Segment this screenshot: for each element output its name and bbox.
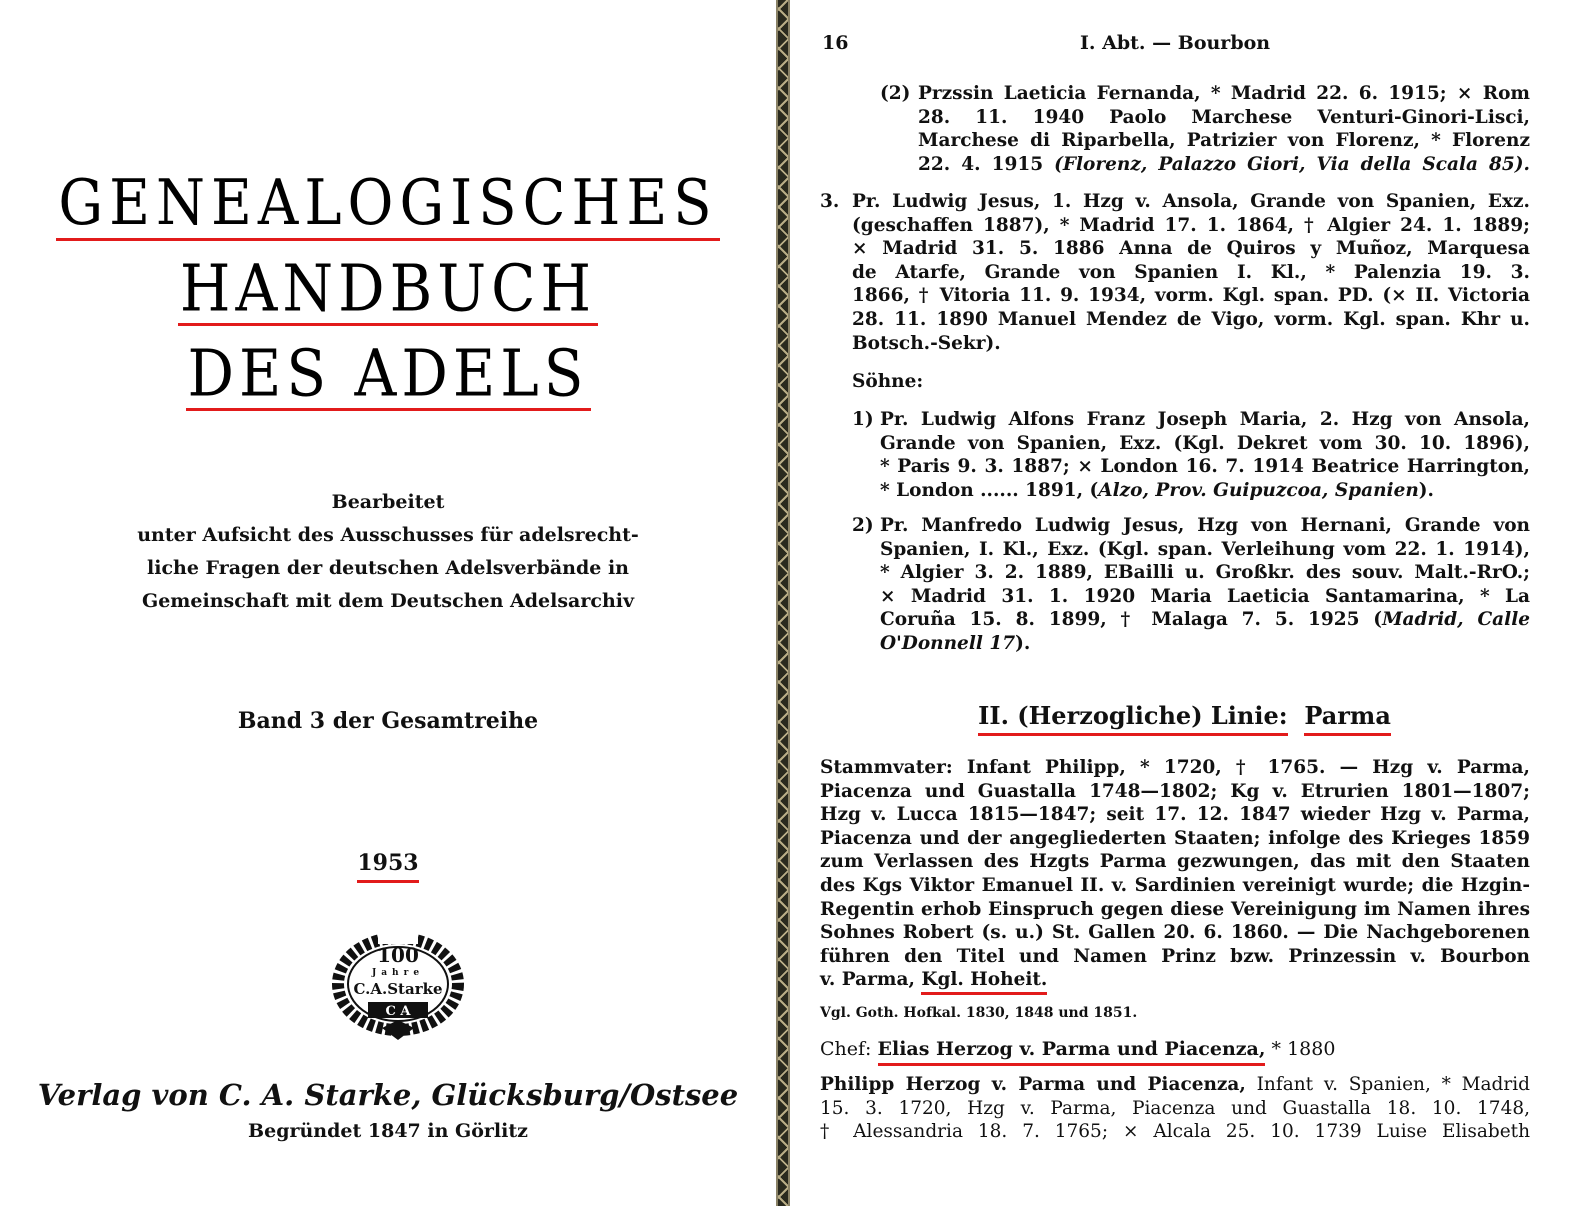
sons-heading: Söhne: xyxy=(852,371,924,392)
editorial-line: Bearbeitet xyxy=(331,491,445,513)
title-line-3: DES ADELS xyxy=(187,334,589,412)
entry-line: * Paris 9. 3. 1887; ⨯ London 16. 7. 1914 Beatrice Harrington, xyxy=(880,456,1530,478)
paragraph-line: v. Parma, xyxy=(820,969,922,991)
editorial-note xyxy=(0,486,776,618)
entry-line: † Alessandria 18. 7. 1765; ⨯ Alcala 25. 10. 1739 Luise Elisabeth xyxy=(820,1121,1530,1143)
volume-label: Band 3 der Gesamtreihe xyxy=(237,708,539,734)
entry-line: ⨯ Madrid 31. 5. 1886 Anna de Quiros y Muñoz, Marquesa xyxy=(852,238,1530,260)
entry-line: Pr. Ludwig Jesus, 1. Hzg v. Ansola, Grande von Spanien, Exz. xyxy=(852,191,1530,212)
paragraph-line: Piacenza und der angegliederten Staaten; infolge des Krieges 1859 xyxy=(820,827,1530,849)
emblem-name: C.A.Starke xyxy=(353,980,443,998)
founded-line: Begründet 1847 in Görlitz xyxy=(248,1120,528,1142)
emblem-number: 100 xyxy=(377,943,419,967)
chef-name: Elias Herzog v. Parma und Piacenza, xyxy=(878,1038,1266,1066)
entry-line: 28. 11. 1940 Paolo Marchese Venturi-Ginori-Lisci, xyxy=(918,106,1530,128)
entry-line: Coruña 15. 8. 1899, † Malaga 7. 5. 1925 ( xyxy=(880,609,1383,631)
entry-line: * Algier 3. 2. 1889, EBailli u. Großkr. des souv. Malt.-RrO.; xyxy=(880,562,1530,584)
book-title xyxy=(0,167,776,429)
entry-label: 1) xyxy=(852,409,874,430)
page-number: 16 xyxy=(822,32,849,54)
running-head: I. Abt. — Bourbon xyxy=(1080,32,1271,54)
title-line-2: HANDBUCH xyxy=(179,249,597,327)
paragraph-line: zum Verlassen des Hzgts Parma gezwungen, das mit den Staaten xyxy=(820,851,1530,873)
paragraph-line: Sohnes Robert (s. u.) St. Gallen 20. 6. 1860. — Die Nachgeborenen xyxy=(820,922,1530,944)
title-highlight: Kgl. Hoheit. xyxy=(921,969,1047,995)
chef-label: Chef: xyxy=(820,1038,878,1060)
entry-line: Spanien, I. Kl., Exz. (Kgl. span. Verleihung vom 22. 1. 1914), xyxy=(880,538,1530,560)
entry-ludwig-jesus xyxy=(820,190,1530,355)
entry-line: Marchese di Riparbella, Patrizier von Florenz, * Florenz xyxy=(918,130,1530,152)
paragraph-line: Stammvater: Infant Philipp, * 1720, † 1765. — Hzg v. Parma, xyxy=(820,757,1530,778)
reference-note: Vgl. Goth. Hofkal. 1830, 1848 und 1851. xyxy=(820,1005,1138,1021)
entry-line: 1866, † Vitoria 11. 9. 1934, vorm. Kgl. span. PD. (⨯ II. Victoria xyxy=(852,285,1530,307)
chef-birth: * 1880 xyxy=(1265,1038,1336,1060)
stammvater-paragraph xyxy=(820,756,1530,992)
entry-line: Infant v. Spanien, * Madrid xyxy=(1245,1074,1530,1095)
editorial-line: liche Fragen der deutschen Adelsverbände in xyxy=(147,557,629,579)
entry-philipp xyxy=(820,1073,1530,1144)
publisher-line: Verlag von C. A. Starke, Glücksburg/Ostsee xyxy=(37,1078,739,1112)
chef-line xyxy=(820,1038,1335,1062)
entry-laeticia-fernanda xyxy=(880,82,1531,176)
editorial-line: Gemeinschaft mit dem Deutschen Adelsarchiv xyxy=(141,590,635,612)
publication-year: 1953 xyxy=(357,850,418,883)
editorial-line: unter Aufsicht des Ausschusses für adelsrecht- xyxy=(137,524,639,546)
entry-line-end: ). xyxy=(1015,632,1031,654)
residence: (Florenz, Palazzo Giori, Via della Scala 85). xyxy=(1054,153,1531,175)
entry-line: Przssin Laeticia Fernanda, * Madrid 22. 6. 1915; ⨯ Rom xyxy=(918,83,1530,104)
title-line-1: GENEALOGISCHES xyxy=(58,167,718,240)
publisher-wreath-emblem-icon xyxy=(330,928,466,1044)
paragraph-line: Hzg v. Lucca 1815—1847; seit 17. 12. 1847 wieder Hzg v. Parma, xyxy=(820,804,1530,826)
book-spine-border xyxy=(776,0,790,1206)
content-page xyxy=(790,0,1579,1206)
residence: O'Donnell 17 xyxy=(880,632,1016,654)
entry-line: 28. 11. 1890 Manuel Mendez de Vigo, vorm. Kgl. span. Khr u. xyxy=(852,308,1530,330)
paragraph-line: Regentin erhob Einspruch gegen diese Vereinigung im Namen ihres xyxy=(820,898,1530,920)
entry-label: 2) xyxy=(852,515,874,536)
title-page xyxy=(0,0,776,1206)
paragraph-line: führen den Titel und Namen Prinz bzw. Prinzessin v. Bourbon xyxy=(820,945,1530,967)
residence: Madrid, Calle xyxy=(1382,609,1530,631)
residence: Alzo, Prov. Guipuzcoa, Spanien xyxy=(1098,479,1419,501)
entry-line: 22. 4. 1915 xyxy=(918,153,1055,175)
emblem-sub: Jahre xyxy=(371,968,425,978)
section-heading-line: II. (Herzogliche) Linie: xyxy=(978,701,1288,736)
entry-name: Philipp Herzog v. Parma und Piacenza, xyxy=(820,1074,1246,1095)
paragraph-line: des Kgs Viktor Emanuel II. v. Sardinien vereinigt wurde; die Hzgin- xyxy=(820,874,1530,896)
entry-line: (geschaffen 1887), * Madrid 17. 1. 1864, † Algier 24. 1. 1889; xyxy=(852,214,1530,236)
emblem-initials: C A xyxy=(385,1004,411,1019)
section-heading-place: Parma xyxy=(1304,701,1391,736)
entry-line: Botsch.-Sekr). xyxy=(852,332,1001,354)
entry-line-end: ). xyxy=(1418,479,1434,501)
entry-son-manfredo xyxy=(852,514,1530,656)
entry-label: (2) xyxy=(880,83,911,104)
entry-line: ⨯ Madrid 31. 1. 1920 Maria Laeticia Santamarina, * La xyxy=(880,585,1530,607)
entry-line: Pr. Manfredo Ludwig Jesus, Hzg von Hernani, Grande von xyxy=(880,515,1530,536)
paragraph-line: Piacenza und Guastalla 1748—1802; Kg v. Etrurien 1801—1807; xyxy=(820,780,1530,802)
entry-line: Grande von Spanien, Exz. (Kgl. Dekret vom 30. 10. 1896), xyxy=(880,432,1530,454)
section-heading xyxy=(790,701,1579,730)
entry-son-ludwig-alfons xyxy=(852,408,1530,502)
entry-line: 15. 3. 1720, Hzg v. Parma, Piacenza und Guastalla 18. 10. 1748, xyxy=(820,1097,1530,1119)
entry-line: de Atarfe, Grande von Spanien I. Kl., * Palenzia 19. 3. xyxy=(852,261,1530,283)
entry-line: Pr. Ludwig Alfons Franz Joseph Maria, 2. Hzg von Ansola, xyxy=(880,409,1530,430)
entry-line: * London ...... 1891, ( xyxy=(880,479,1099,501)
entry-label: 3. xyxy=(820,191,840,212)
